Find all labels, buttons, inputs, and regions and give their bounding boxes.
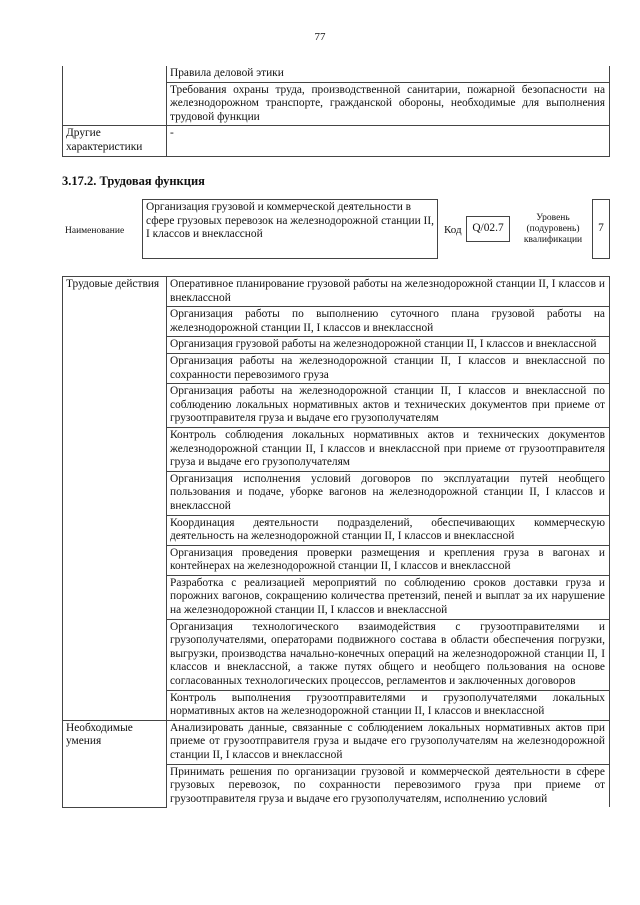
labor-action: Организация технологического взаимодействия с грузоотправителями и грузополучателями, операторами подвижного состава в области обеспечения погрузки, выгрузки, производства начально-конечных операций на железнодорожной станции II, I классов и внеклассной, а также путях общего и необщего пользования на основе согласованных технологических процессов, регламентов и заключенных договоров bbox=[167, 619, 610, 690]
skill-item: Принимать решения по организации грузовой и коммерческой деятельности в сфере грузовых перевозок, по сохранности перевозимого груза при приеме от грузоотправителя груза и выдаче его грузополучателям, исполнению условий bbox=[167, 764, 610, 807]
table-cell: Правила деловой этики bbox=[167, 66, 610, 82]
labor-action: Контроль соблюдения локальных нормативных актов и технических документов железнодорожной станции II, I классов и внеклассной при приеме от грузоотправителя груза и выдаче его грузополучателям bbox=[167, 427, 610, 471]
previous-function-table bbox=[62, 66, 610, 157]
labor-action: Организация проведения проверки размещения и крепления груза в вагонах и контейнерах на железнодорожной станции II, I классов и внеклассной bbox=[167, 545, 610, 575]
level-label: Уровень (подуровень) квалификации bbox=[523, 213, 583, 245]
name-label: Наименование bbox=[65, 226, 125, 236]
labor-action: Организация работы на железнодорожной станции II, I классов и внеклассной по соблюдению локальных нормативных актов и технических документов при приеме от грузоотправителя груза и выдаче его грузополучателям bbox=[167, 384, 610, 428]
labor-action: Организация грузовой работы на железнодорожной станции II, I классов и внеклассной bbox=[167, 337, 610, 354]
row-label: Другие характеристики bbox=[63, 126, 167, 156]
labor-action: Организация работы на железнодорожной станции II, I классов и внеклассной по сохранности перевозимого груза bbox=[167, 353, 610, 383]
table-row bbox=[63, 277, 610, 307]
labor-action: Организация работы по выполнению суточного плана грузовой работы на железнодорожной станции II, I классов и внеклассной bbox=[167, 307, 610, 337]
row-label bbox=[63, 66, 167, 126]
skill-item: Анализировать данные, связанные с соблюдением локальных нормативных актов при приеме от грузоотправителя груза и выдаче его грузополучателям на железнодорожной станции II, I классов и внеклассной bbox=[167, 720, 610, 764]
section-heading: 3.17.2. Трудовая функция bbox=[62, 174, 205, 188]
labor-action: Контроль выполнения грузоотправителями и грузополучателями локальных нормативных актов на железнодорожной станции II, I классов и внеклассной bbox=[167, 690, 610, 720]
labor-action: Разработка с реализацией мероприятий по соблюдению сроков доставки груза и порожних вагонов, сокращению количества претензий, пеней и выплат за их нарушение на железнодорожной станции II, I классов и внеклассной bbox=[167, 575, 610, 619]
code-label: Код bbox=[444, 224, 462, 236]
table-cell: Требования охраны труда, производственной санитарии, пожарной безопасности на железнодорожном транспорте, гражданской обороны, необходимые для выполнения трудовой функции bbox=[167, 82, 610, 126]
page-number: 77 bbox=[314, 31, 326, 43]
level-box: 7 bbox=[592, 199, 610, 259]
function-header bbox=[62, 199, 612, 259]
table-row bbox=[63, 66, 610, 82]
table-cell: - bbox=[167, 126, 610, 156]
function-name-box: Организация грузовой и коммерческой деятельности в сфере грузовых перевозок на железнодорожной станции II, I классов и внеклассной bbox=[142, 199, 438, 259]
table-row bbox=[63, 126, 610, 156]
skills-label: Необходимые умения bbox=[63, 720, 167, 807]
function-details-table bbox=[62, 276, 610, 808]
table-row bbox=[63, 720, 610, 764]
labor-action: Организация исполнения условий договоров по эксплуатации путей необщего пользования и подаче, уборке вагонов на железнодорожной станции II, I классов и внеклассной bbox=[167, 471, 610, 515]
code-box: Q/02.7 bbox=[466, 216, 510, 242]
labor-action: Оперативное планирование грузовой работы на железнодорожной станции II, I классов и внеклассной bbox=[167, 277, 610, 307]
labor-action: Координация деятельности подразделений, обеспечивающих коммерческую деятельность на железнодорожной станции II, I классов и внеклассной bbox=[167, 515, 610, 545]
labor-actions-label: Трудовые действия bbox=[63, 277, 167, 721]
